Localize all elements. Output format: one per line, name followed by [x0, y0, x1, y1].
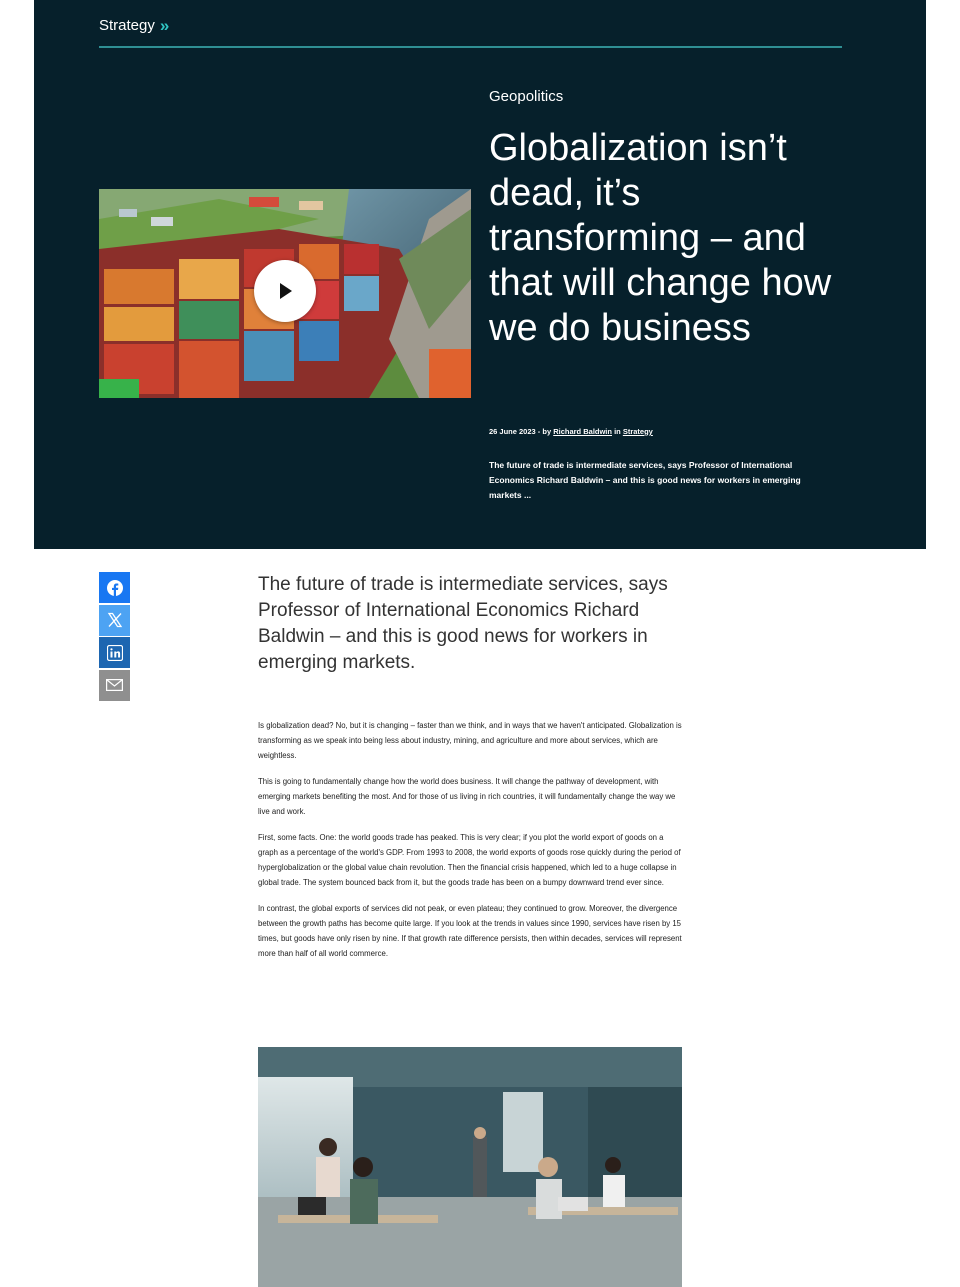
hero-banner [34, 0, 926, 549]
share-linkedin-button[interactable] [99, 637, 130, 668]
x-icon [107, 612, 123, 628]
breadcrumb-divider [99, 46, 842, 48]
article-title: Globalization isn’t dead, it’s transforming – and that will change how we do business [489, 127, 832, 349]
article-paragraph: In contrast, the global exports of services did not peak, or even plateau; they continued to grow. Moreover, the divergence between the growth paths has become quite large. If you look at the trends in values since 1990, services have risen by 15 times, but goods have only risen by nine. If that growth rate difference persists, then within decades, services will represent more than half of all world commerce. [258, 904, 682, 958]
article-paragraph: This is going to fundamentally change how the world does business. It will change the pathway of development, with emerging markets benefiting the most. And for those of us living in rich countries, it will fundamentally change the way we live and work. [258, 777, 676, 816]
section-link[interactable]: Strategy [622, 427, 653, 436]
share-bar [99, 572, 130, 702]
double-chevron-right-icon: » [159, 16, 170, 35]
article-lede: The future of trade is intermediate services, says Professor of International Economics Richard Baldwin – and this is good news for workers in emerging markets. [258, 574, 668, 673]
article-body [258, 718, 683, 972]
publish-date: 26 June 2023 - by [489, 427, 552, 436]
play-icon[interactable] [254, 260, 316, 322]
breadcrumb-label[interactable]: Strategy [99, 17, 155, 34]
breadcrumb[interactable] [99, 17, 169, 34]
article-meta [489, 427, 653, 436]
share-facebook-button[interactable] [99, 572, 130, 603]
article-paragraph: First, some facts. One: the world goods trade has peaked. This is very clear; if you plot the world export of goods on a graph as a percentage of the world's GDP. From 1993 to 2008, the world exports of goods rose quickly during the period of hyperglobalization or the global value chain revolution. Then the financial crisis happened, which led to a huge collapse in global trade. The system bounced back from it, but the goods trade has been on a bumpy downward trend ever since. [258, 833, 681, 887]
article-paragraph: Is globalization dead? No, but it is changing – faster than we think, and in ways that we haven't anticipated. Globalization is transforming as we speak into being less about industry, mining, and agriculture and more about services, which are weightless. [258, 721, 682, 760]
facebook-icon [107, 580, 123, 596]
meta-in: in [614, 427, 621, 436]
share-email-button[interactable] [99, 670, 130, 701]
category-link[interactable]: Geopolitics [489, 88, 564, 105]
hero-video[interactable] [99, 189, 471, 398]
email-icon [106, 679, 123, 691]
share-x-button[interactable] [99, 605, 130, 636]
hero-summary: The future of trade is intermediate services, says Professor of International Economics Richard Baldwin – and this is good news for workers in emerging markets ... [489, 460, 801, 500]
author-link[interactable]: Richard Baldwin [553, 427, 612, 436]
linkedin-icon [107, 645, 123, 661]
office-photo [258, 1047, 682, 1287]
coworking-office-image [258, 1047, 682, 1287]
